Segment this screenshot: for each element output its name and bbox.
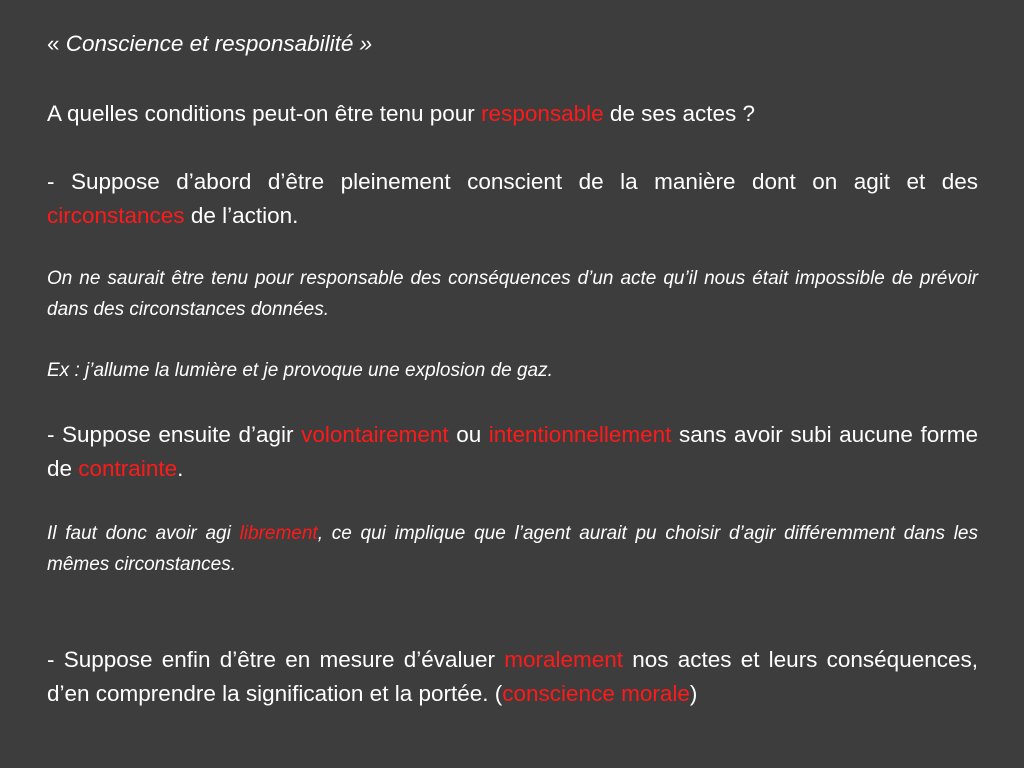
question-line	[47, 97, 978, 131]
question-after: de ses actes ?	[603, 101, 755, 126]
point-3-after: )	[689, 681, 698, 706]
example-line: Ex : j’allume la lumière et je provoque une explosion de gaz.	[47, 360, 553, 381]
point-2-middle-2: sans avoir subi aucune forme de	[47, 422, 978, 481]
point-2-highlight-3: contrainte	[78, 456, 178, 481]
point-2-highlight-1: volontairement	[301, 422, 449, 447]
point-1-before: - Suppose d’abord d’être pleinement conscient de la manière dont on agit et des	[47, 169, 978, 194]
note-2-after: , ce qui implique que l’agent aurait pu choisir d’agir différemment dans les mêmes circonstances.	[47, 523, 978, 575]
point-3-highlight-2: conscience morale	[502, 681, 690, 706]
slide-title	[47, 27, 978, 61]
point-3-highlight-1: moralement	[504, 647, 624, 672]
note-2-before: Il faut donc avoir agi	[47, 523, 240, 544]
question-highlight: responsable	[481, 101, 604, 126]
point-2-middle: ou	[448, 422, 489, 447]
point-2-highlight-2: intentionnellement	[488, 422, 672, 447]
point-2-before: - Suppose ensuite d’agir	[47, 422, 302, 447]
note-1: On ne saurait être tenu pour responsable des conséquences d’un acte qu’il nous était impossible de prévoir dans des circonstances données.	[47, 268, 978, 320]
point-1-highlight: circonstances	[47, 203, 185, 228]
point-1-after: de l’action.	[184, 203, 299, 228]
point-3-middle: nos actes et leurs conséquences, d’en comprendre la signification et la portée. (	[47, 647, 979, 706]
point-3	[47, 643, 978, 711]
note-2-highlight: librement	[239, 523, 318, 544]
title-open-quote: «	[47, 31, 66, 56]
title-text: Conscience et responsabilité »	[65, 31, 373, 56]
point-3-before: - Suppose enfin d’être en mesure d’évaluer	[47, 647, 505, 672]
note-2	[47, 518, 978, 580]
point-2-after: .	[177, 456, 184, 481]
point-1	[47, 165, 978, 233]
question-before: A quelles conditions peut-on être tenu pour	[47, 101, 482, 126]
point-2	[47, 418, 978, 486]
